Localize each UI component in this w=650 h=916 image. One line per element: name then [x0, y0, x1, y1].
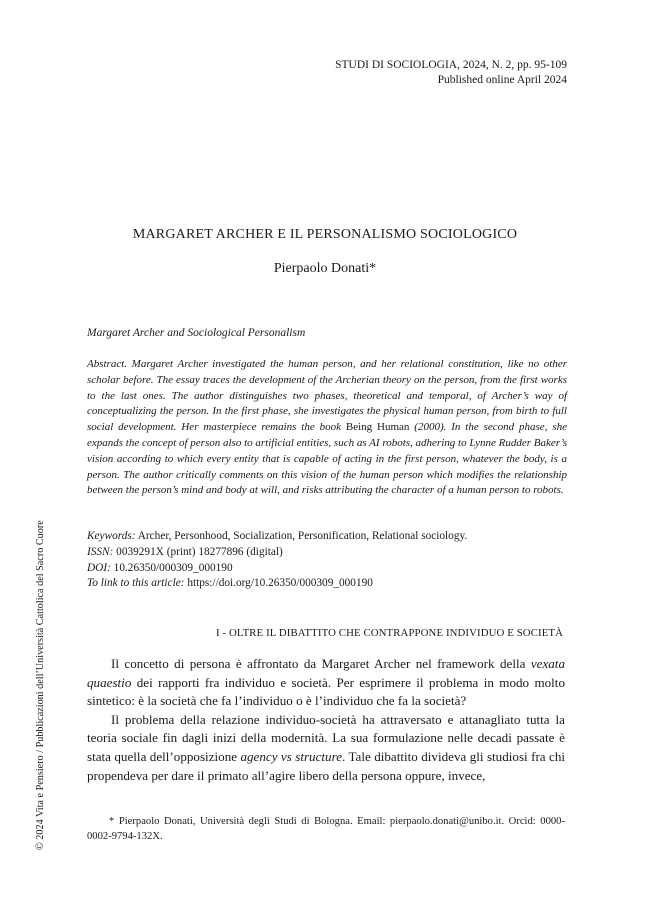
- keywords-value: Archer, Personhood, Socialization, Personification, Relational sociology.: [135, 530, 468, 542]
- paragraph-2: [87, 711, 565, 785]
- journal-header: [335, 58, 567, 88]
- doi-value: 10.26350/000309_000190: [110, 561, 233, 574]
- paragraph-2-text-a: Il problema della relazione individuo-società ha attraversato e attanagliato tutta la teoria sociale fin dagli inizi della modernità. La sua formulazione nelle decadi passate è stata quella dell’opposizione: [87, 711, 565, 764]
- issn-value: 0039291X (print) 18277896 (digital): [113, 545, 283, 558]
- article-link[interactable]: https://doi.org/10.26350/000309_000190: [184, 577, 373, 590]
- author-footnote: * Pierpaolo Donati, Università degli Studi di Bologna. Email: pierpaolo.donati@unibo.it. Orcid: 0000-0002-9794-132X.: [87, 816, 565, 842]
- body-text: [87, 655, 565, 785]
- article-title: MARGARET ARCHER E IL PERSONALISMO SOCIOLOGICO: [132, 227, 518, 242]
- sidebar-copyright: © 2024 Vita e Pensiero / Pubblicazioni dell’Università Cattolica del Sacro Cuore: [35, 520, 46, 850]
- keywords-line: [87, 529, 467, 545]
- article-metadata: [87, 529, 467, 592]
- abstract-text-2: (2000). In the second phase, she expands the concept of person also to artificial entities, such as AI robots, adhering to Lynne Rudder Baker’s vision according to which every entity that is capable of acting in the first person, whatever the body, is a person. The author critically comments on this vision of the human person which modifies the relationship between the person’s mind and body at will, and risks attributing the character of a human person to robots.: [87, 421, 567, 497]
- paragraph-2-italic: agency vs structure: [240, 748, 343, 764]
- abstract: [87, 357, 567, 499]
- paragraph-2-text-b: . Tale dibattito divideva gli studiosi fra chi propendeva per dare il primato all’agire libero della persona oppure, invece,: [87, 748, 566, 783]
- section-heading: I - OLTRE IL DIBATTITO CHE CONTRAPPONE INDIVIDUO E SOCIETÀ: [216, 627, 563, 639]
- paragraph-1-text-a: Il concetto di persona è affrontato da Margaret Archer nel framework della: [111, 656, 531, 671]
- issn-line: [87, 545, 467, 561]
- abstract-text-1: Abstract. Margaret Archer investigated the human person, and her relational constitution, like no other scholar before. The essay traces the development of the Archerian theory on the person, from the first works to the last ones. The author distinguishes two phases, theoretical and temporal, of Archer’s way of conceptualizing the person. In the first phase, she investigates the physical human person, from birth to full social development. Her masterpiece remains the book: [87, 358, 567, 434]
- article-author: Pierpaolo Donati*: [273, 261, 377, 276]
- publication-date: Published online April 2024: [437, 74, 567, 86]
- article-link-label: To link to this article:: [87, 577, 185, 590]
- journal-citation: STUDI DI SOCIOLOGIA, 2024, N. 2, pp. 95-109: [335, 59, 567, 71]
- issn-label: ISSN:: [87, 545, 114, 558]
- paragraph-1: [87, 655, 565, 711]
- english-title: Margaret Archer and Sociological Personalism: [87, 327, 306, 339]
- doi-line: [87, 561, 467, 577]
- paragraph-1-text-b: dei rapporti fra individuo e società. Per esprimere il problema in modo molto sintetico: è la società che fa l’individuo o è l’individuo che fa la società?: [87, 674, 565, 709]
- keywords-label: Keywords:: [87, 530, 136, 542]
- doi-label: DOI:: [87, 561, 111, 574]
- paragraph-1-italic: vexata quaestio: [87, 656, 565, 690]
- article-link-line: [87, 576, 467, 592]
- abstract-book-title: Being Human: [345, 421, 410, 434]
